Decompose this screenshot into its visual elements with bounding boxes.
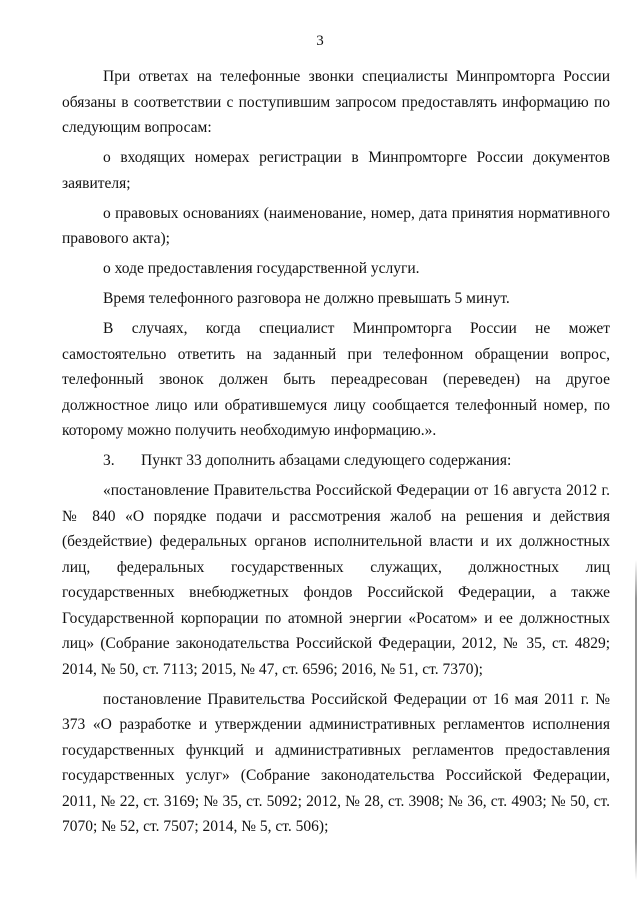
paragraph-call-redirection: В случаях, когда специалист Минпромторга России не может самостоятельно ответить на заданный при телефонном обращении вопрос, телефонный звонок должен быть переадресован (переведен) на другое должностное лицо или обратившемуся лицу сообщается телефонный номер, по которому можно получить необходимую информацию.». (62, 320, 610, 439)
numbered-item-3 (62, 448, 610, 474)
item-text: Пункт 33 дополнить абзацами следующего содержания: (141, 452, 512, 469)
document-body (62, 64, 610, 844)
paragraph-phone-answers-intro: При ответах на телефонные звонки специалисты Минпромторга России обязаны в соответствии с поступившим запросом предоставлять информацию по следующим вопросам: (62, 68, 610, 136)
paragraph-resolution-373: постановление Правительства Российской Федерации от 16 мая 2011 г. № 373 «О разработке и утверждении административных регламентов исполнения государственных функций и административных регламентов предоставления государственных услуг» (Собрание законодательства Российской Федерации, 2011, № 22, ст. 3169; № 35, ст. 5092; 2012, № 28, ст. 3908; № 36, ст. 4903; № 50, ст. 7070; № 52, ст. 7507; 2014, № 5, ст. 506); (62, 690, 610, 835)
paragraph-resolution-840: «постановление Правительства Российской Федерации от 16 августа 2012 г. № 840 «О порядке подачи и рассмотрения жалоб на решения и действия (бездействие) федеральных органов исполнительной власти и их должностных лиц, федеральных государственных служащих, должностных лиц государственных внебюджетных фондов Российской Федерации, а также Государственной корпорации по атомной энергии «Росатом» и ее должностных лиц» (Собрание законодательства Российской Федерации, 2012, № 35, ст. 4829; 2014, № 50, ст. 7113; 2015, № 47, ст. 6596; 2016, № 51, ст. 7370); (62, 482, 610, 678)
paragraph-service-progress: о ходе предоставления государственной услуги. (103, 260, 420, 277)
paragraph-legal-grounds: о правовых основаниях (наименование, номер, дата принятия нормативного правового акта); (62, 204, 610, 247)
paragraph-call-duration: Время телефонного разговора не должно превышать 5 минут. (103, 290, 510, 307)
scan-edge-shadow (635, 560, 637, 880)
page-number: 3 (316, 33, 324, 49)
item-number: 3. (103, 452, 115, 469)
paragraph-incoming-registration-numbers: о входящих номерах регистрации в Минпромторге России документов заявителя; (62, 149, 610, 192)
